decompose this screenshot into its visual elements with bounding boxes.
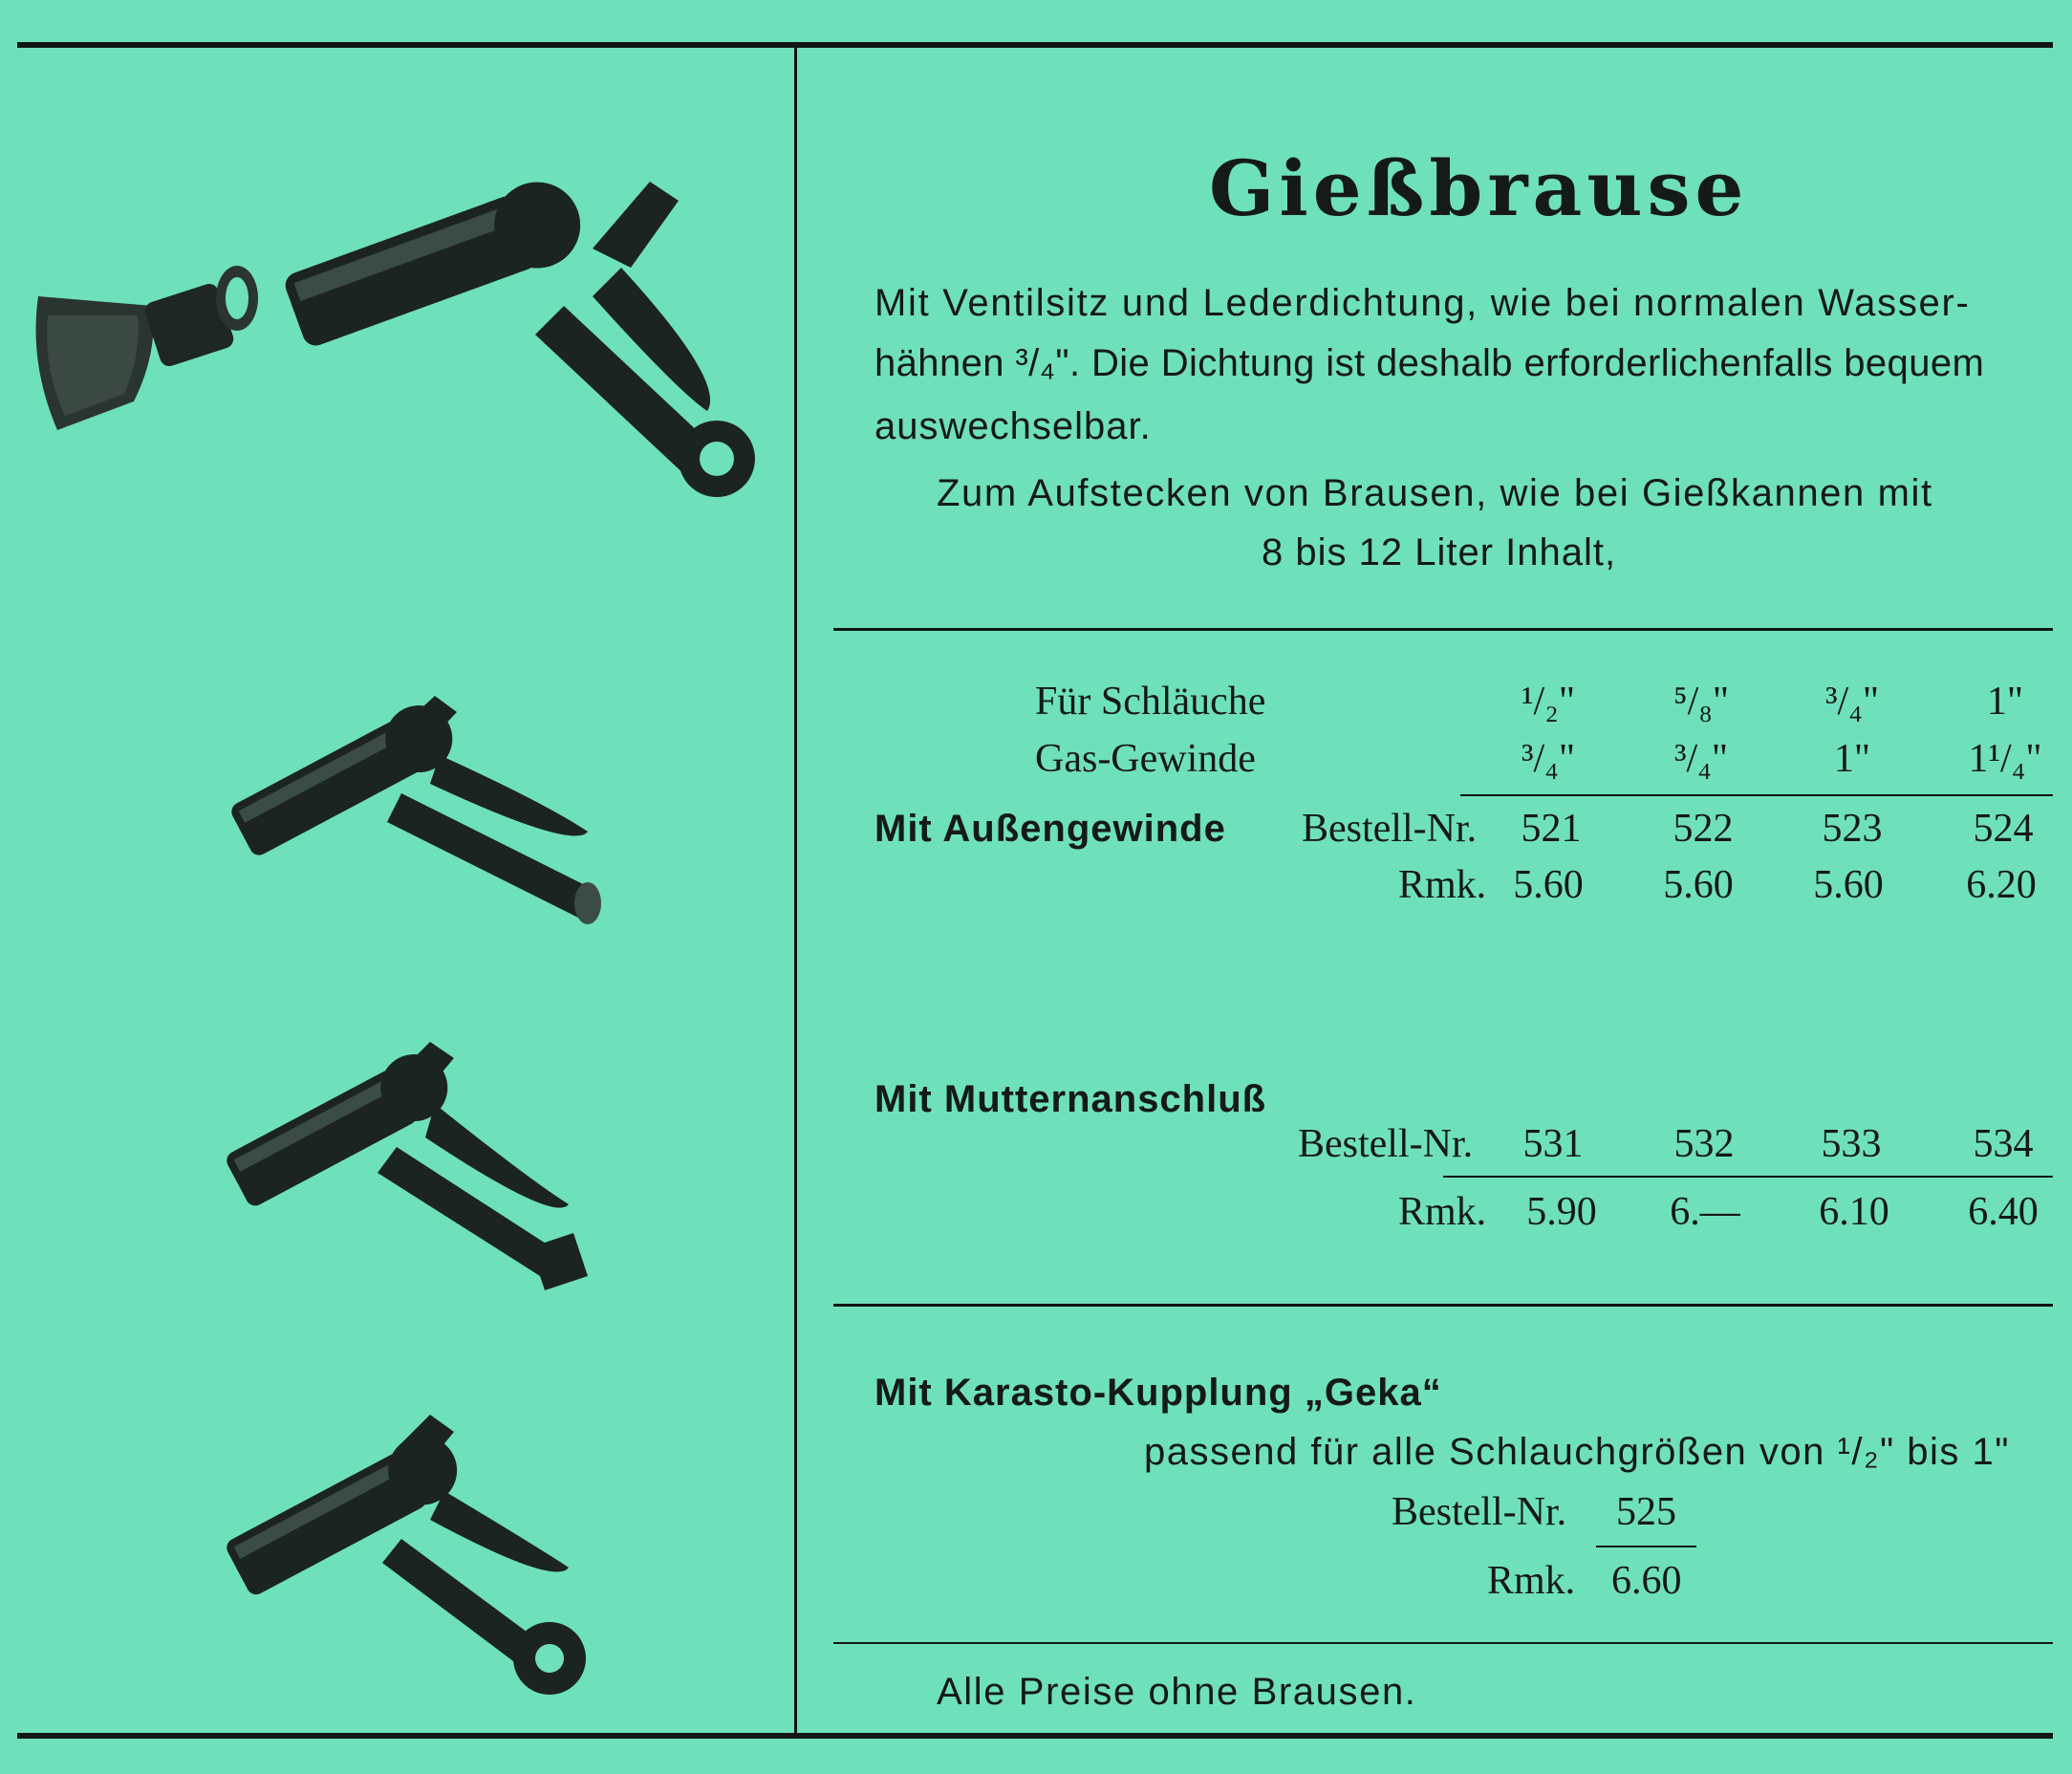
order-522: 522 xyxy=(1673,807,1734,851)
order-524: 524 xyxy=(1973,807,2034,851)
top-rule xyxy=(17,42,2053,48)
table-underline-2 xyxy=(1443,1176,2053,1178)
section-rule-2 xyxy=(833,1304,2053,1307)
hose-size-3: ³/₄" xyxy=(1824,680,1880,724)
hose-size-label: Für Schläuche xyxy=(1035,680,1266,724)
order-532: 532 xyxy=(1673,1122,1735,1166)
price-533: 6.10 xyxy=(1819,1190,1889,1234)
section-rule-1 xyxy=(833,628,2053,631)
mutteranschluss-price-label: Rmk. xyxy=(1398,1190,1487,1234)
aussengewinde-order-label: Bestell-Nr. xyxy=(1302,807,1478,851)
gas-thread-3: 1" xyxy=(1833,737,1871,781)
intro-line-4: Zum Aufstecken von Brausen, wie bei Gießkannen mit xyxy=(937,472,1933,514)
hose-size-2: ⁵/₈" xyxy=(1673,680,1730,724)
mutteranschluss-heading: Mit Mutternanschluß xyxy=(874,1078,1267,1120)
spray-valve-illustration-4 xyxy=(215,1415,616,1701)
gas-thread-label: Gas-Gewinde xyxy=(1035,737,1256,781)
intro-line-3: auswechselbar. xyxy=(874,405,1152,447)
karasto-description: passend für alle Schlauchgrößen von ¹/₂" bis 1" xyxy=(1144,1431,2010,1473)
price-525: 6.60 xyxy=(1611,1559,1682,1603)
price-524: 6.20 xyxy=(1966,863,2037,907)
karasto-underline xyxy=(1596,1546,1696,1547)
aussengewinde-price-label: Rmk. xyxy=(1398,863,1487,907)
hose-size-1: ¹/₂" xyxy=(1521,680,1576,724)
order-523: 523 xyxy=(1822,807,1883,851)
page-title: Gießbrause xyxy=(1209,143,1749,233)
order-533: 533 xyxy=(1821,1122,1882,1166)
intro-line-2: hähnen ³/₄". Die Dichtung ist deshalb erforderlichenfalls bequem xyxy=(874,342,1985,384)
price-531: 5.90 xyxy=(1526,1190,1597,1234)
section-rule-3 xyxy=(833,1642,2053,1644)
karasto-price-label: Rmk. xyxy=(1487,1559,1576,1603)
column-divider xyxy=(794,48,797,1733)
gas-thread-4: 1¹/₄" xyxy=(1968,737,2042,781)
price-521: 5.60 xyxy=(1513,863,1584,907)
watering-rose-illustration xyxy=(19,239,268,449)
price-522: 5.60 xyxy=(1663,863,1734,907)
bottom-rule xyxy=(17,1733,2053,1739)
price-523: 5.60 xyxy=(1813,863,1884,907)
footer-note: Alle Preise ohne Brausen. xyxy=(937,1671,1417,1713)
order-525: 525 xyxy=(1616,1490,1676,1534)
price-532: 6.— xyxy=(1670,1190,1740,1234)
aussengewinde-heading: Mit Außengewinde xyxy=(874,808,1226,850)
intro-line-5: 8 bis 12 Liter Inhalt, xyxy=(1262,531,1617,573)
karasto-heading: Mit Karasto-Kupplung „Geka“ xyxy=(874,1372,1442,1414)
gas-thread-2: ³/₄" xyxy=(1673,737,1729,781)
order-531: 531 xyxy=(1522,1122,1584,1166)
price-534: 6.40 xyxy=(1968,1190,2039,1234)
order-521: 521 xyxy=(1521,807,1582,851)
hose-size-4: 1" xyxy=(1986,680,2024,724)
spray-valve-illustration-3 xyxy=(215,1037,597,1295)
spray-valve-illustration-2 xyxy=(220,688,602,937)
table-underline-1 xyxy=(1460,794,2053,796)
mutteranschluss-order-label: Bestell-Nr. xyxy=(1298,1122,1474,1166)
intro-line-1: Mit Ventilsitz und Lederdichtung, wie bei normalen Wasser- xyxy=(874,282,1971,324)
gas-thread-1: ³/₄" xyxy=(1521,737,1576,781)
karasto-order-label: Bestell-Nr. xyxy=(1392,1490,1567,1534)
order-534: 534 xyxy=(1973,1122,2034,1166)
spray-valve-illustration-1 xyxy=(277,143,784,507)
